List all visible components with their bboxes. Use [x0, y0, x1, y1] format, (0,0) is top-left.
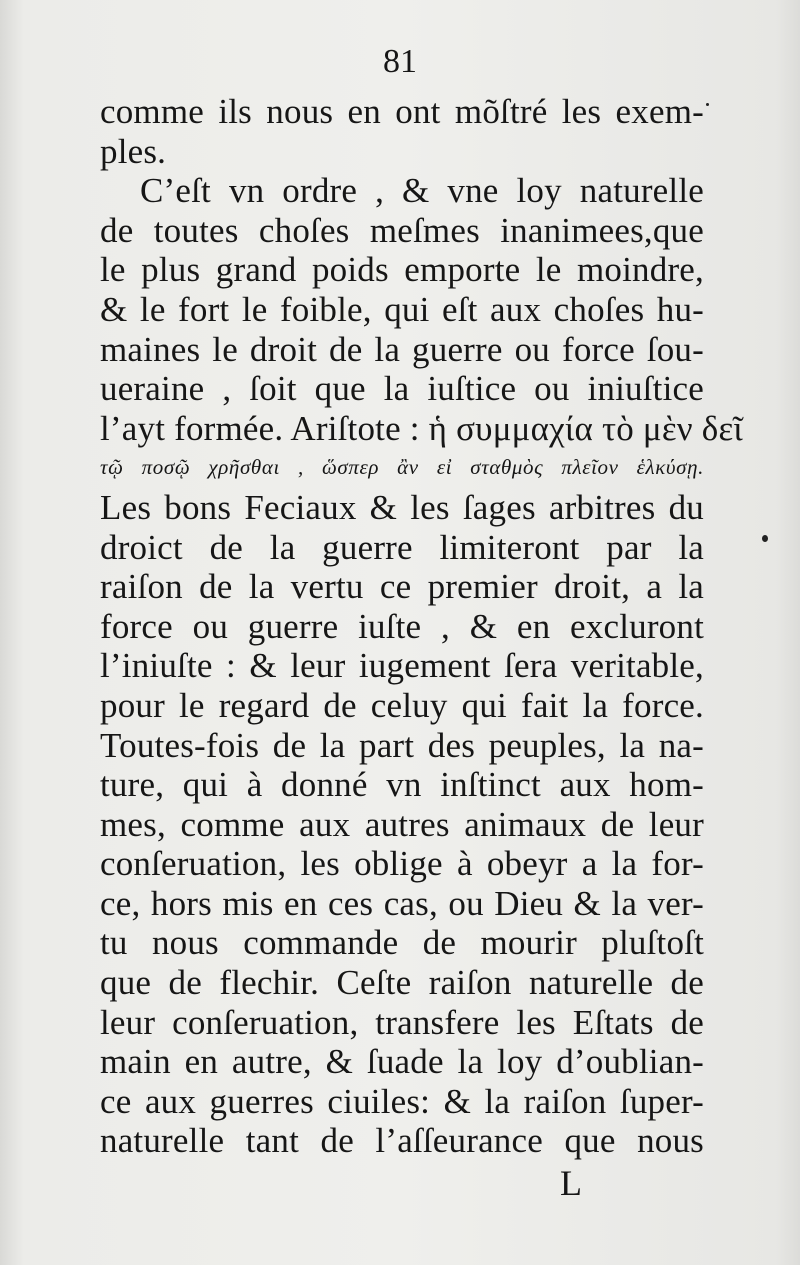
text-line: tu nous commande de mourir pluſtoſt [100, 923, 704, 963]
greek-quotation-line: τῷ ποσῷ χρῆσθαι , ὥσπερ ἂν εἰ σταθμὸς πλεῖον ἑλκύσῃ. [100, 455, 704, 480]
text-line: naturelle tant de l’aſſeurance que nous [100, 1121, 704, 1161]
text-line: le plus grand poids emporte le moindre, [100, 250, 704, 290]
catchword: L [560, 1163, 582, 1203]
text-line: raiſon de la vertu ce premier droit, a la [100, 567, 704, 607]
ink-speck [706, 103, 709, 106]
body-text [100, 92, 743, 1161]
text-line: force ou guerre iuſte , & en excluront [100, 606, 704, 646]
text-line: & le fort le foible, qui eſt aux choſes hu- [100, 289, 704, 329]
text-line: comme ils nous en ont mõſtré les exem- [100, 92, 704, 131]
text-line: ce aux guerres ciuiles: & la raiſon ſuper- [100, 1081, 704, 1121]
text-line: Toutes-fois de la part des peuples, la na- [100, 725, 704, 765]
text-line: ples. [100, 131, 167, 171]
text-line: de toutes choſes meſmes inanimees,que [100, 210, 704, 250]
text-line: droict de la guerre limiteront par la [100, 527, 704, 567]
text-line: leur conſeruation, transfere les Eſtats de [100, 1002, 704, 1042]
text-line: que de flechir. Ceſte raiſon naturelle de [100, 963, 704, 1003]
text-line: l’ayt formée. Ariſtote : ἡ συμμαχία τὸ μὲν δεῖ [100, 408, 743, 448]
text-line: l’iniuſte : & leur iugement ſera veritable, [100, 646, 704, 686]
text-line: mes, comme aux autres animaux de leur [100, 804, 704, 844]
text-line: main en autre, & ſuade la loy d’oublian- [100, 1042, 704, 1082]
text-line: conſeruation, les oblige à obeyr a la for- [100, 844, 704, 884]
ink-speck [762, 535, 768, 542]
text-line: ce, hors mis en ces cas, ou Dieu & la ver- [100, 883, 704, 923]
text-line: pour le regard de celuy qui fait la force. [100, 685, 704, 725]
page-number: 81 [383, 43, 417, 80]
text-line: ture, qui à donné vn inſtinct aux hom- [100, 765, 704, 805]
text-line: C’eſt vn ordre , & vne loy naturelle [140, 171, 704, 211]
text-line: maines le droit de la guerre ou force ſou- [100, 329, 704, 369]
text-line: Les bons Feciaux & les ſages arbitres du [100, 487, 704, 527]
text-line: ueraine , ſoit que la iuſtice ou iniuſtice [100, 369, 704, 409]
